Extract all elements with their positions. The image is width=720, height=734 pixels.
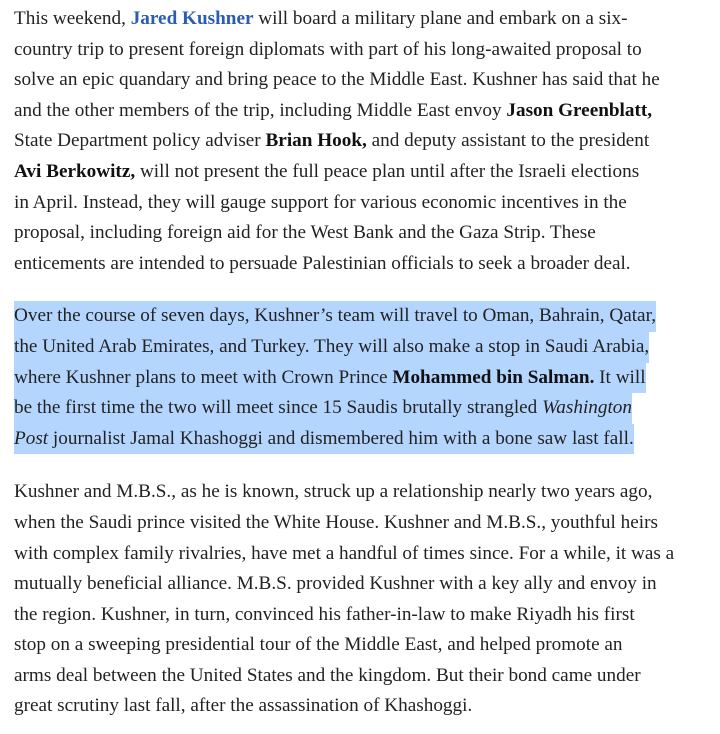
paragraph-1-line-4	[14, 96, 714, 127]
paragraph-3	[14, 477, 714, 722]
paragraph-1-line-6	[14, 157, 714, 188]
paragraph-3-line-7: arms deal between the United States and the kingdom. But their bond came under	[14, 664, 641, 686]
mohammed-bin-salman-name: Mohammed bin Salman.	[392, 366, 595, 388]
washington-post-italic: Washington	[542, 397, 632, 419]
text-run: will board a military plane and embark on a six-	[253, 8, 628, 29]
text-run: State Department policy adviser	[14, 130, 266, 152]
text-run: be the first time the two will meet since 15 Saudis brutally strangled	[14, 397, 543, 419]
paragraph-1-line-9: enticements are intended to persuade Palestinian officials to seek a broader deal.	[14, 252, 631, 274]
paragraph-3-line-2: when the Saudi prince visited the White House. Kushner and M.B.S., youthful heirs	[14, 511, 658, 533]
selected-text-run	[14, 424, 634, 455]
text-run: will not present the full peace plan until after the Israeli elections	[135, 160, 640, 182]
selected-text-run: the United Arab Emirates, and Turkey. They will also make a stop in Saudi Arabia,	[14, 332, 649, 363]
jared-kushner-link[interactable]: Jared Kushner	[130, 8, 254, 29]
paragraph-3-line-3: with complex family rivalries, have met a handful of times since. For a while, it was a	[14, 542, 675, 564]
text-run: It will	[594, 366, 646, 388]
paragraph-1-line-3: solve an epic quandary and bring peace to the Middle East. Kushner has said that he	[14, 69, 660, 91]
article-body	[14, 4, 714, 722]
selected-text-run	[14, 393, 632, 424]
paragraph-3-line-1: Kushner and M.B.S., as he is known, struck up a relationship nearly two years ago,	[14, 481, 653, 503]
paragraph-3-line-5: the region. Kushner, in turn, convinced his father-in-law to make Riyadh his first	[14, 603, 635, 625]
paragraph-2-line-4	[14, 393, 714, 424]
paragraph-1-line-8: proposal, including foreign aid for the West Bank and the Gaza Strip. These	[14, 222, 596, 244]
paragraph-1-line-7: in April. Instead, they will gauge support for various economic incentives in the	[14, 191, 627, 213]
text-run: This weekend,	[14, 8, 131, 29]
paragraph-2-line-3	[14, 363, 714, 394]
paragraph-2-selected[interactable]	[14, 301, 714, 454]
paragraph-1-line-2: country trip to present foreign diplomats with part of his long-awaited proposal to	[14, 38, 642, 60]
paragraph-3-line-8: great scrutiny last fall, after the assassination of Khashoggi.	[14, 695, 473, 717]
paragraph-3-line-6: stop on a sweeping presidential tour of the Middle East, and helped promote an	[14, 634, 623, 656]
paragraph-1	[14, 4, 714, 279]
avi-berkowitz-name: Avi Berkowitz,	[14, 160, 136, 182]
selected-text-run: Over the course of seven days, Kushner’s team will travel to Oman, Bahrain, Qatar,	[14, 301, 656, 332]
brian-hook-name: Brian Hook,	[265, 130, 367, 152]
text-run: and the other members of the trip, including Middle East envoy	[14, 99, 507, 121]
paragraph-2-line-5	[14, 424, 714, 455]
post-italic: Post	[14, 427, 49, 449]
text-run: where Kushner plans to meet with Crown Prince	[14, 366, 393, 388]
paragraph-1-line-5	[14, 126, 714, 157]
paragraph-3-line-4: mutually beneficial alliance. M.B.S. provided Kushner with a key ally and envoy in	[14, 573, 657, 595]
selected-text-run	[14, 363, 646, 394]
jason-greenblatt-name: Jason Greenblatt,	[506, 99, 653, 121]
paragraph-2-line-2	[14, 332, 714, 363]
text-run: and deputy assistant to the president	[366, 130, 650, 152]
text-run: journalist Jamal Khashoggi and dismembered him with a bone saw last fall.	[48, 427, 634, 449]
paragraph-2-line-1	[14, 301, 714, 332]
paragraph-1-line-1	[14, 4, 714, 35]
